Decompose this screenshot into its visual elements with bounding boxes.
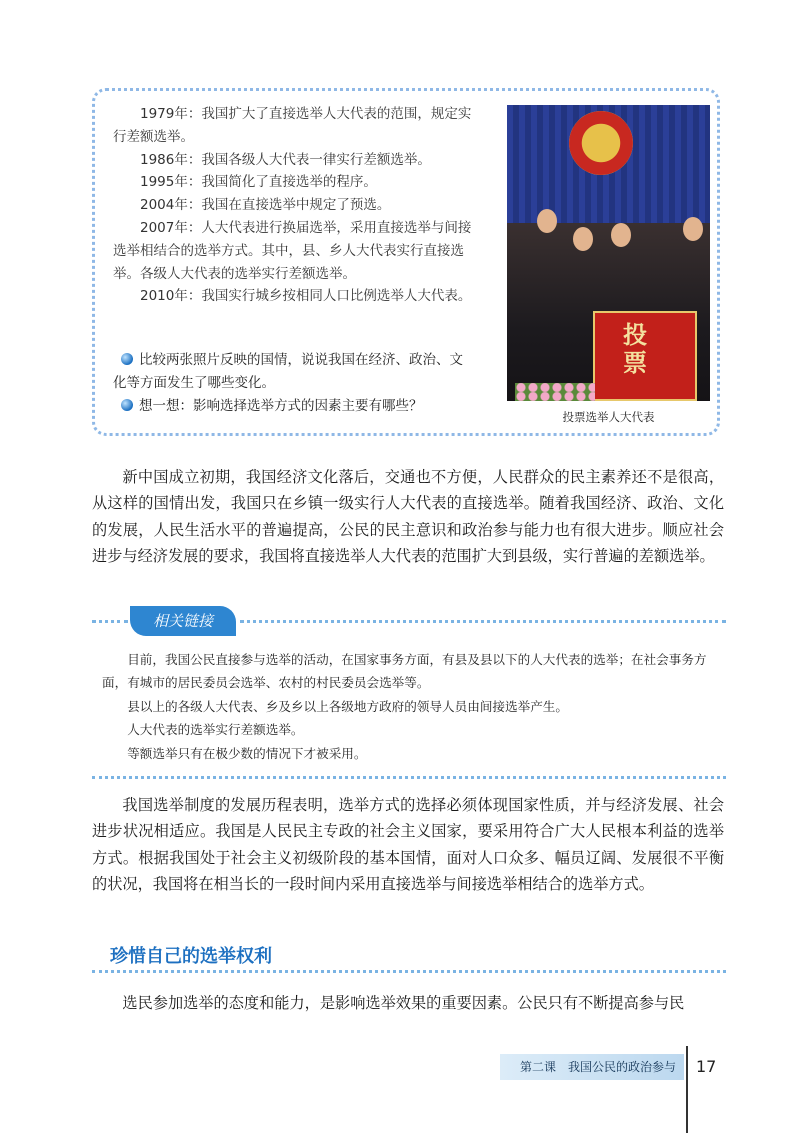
body-paragraph-3 bbox=[92, 990, 724, 1016]
related-link-text bbox=[102, 648, 730, 765]
related-link-item: 县以上的各级人大代表、乡及乡以上各级地方政府的领导人员由间接选举产生。 bbox=[127, 698, 568, 714]
timeline-entry: 2004年：我国在直接选举中规定了预选。 bbox=[140, 197, 391, 214]
timeline-entry: 1986年：我国各级人大代表一律实行差额选举。 bbox=[140, 151, 431, 168]
question-text: 想一想：影响选择选举方式的因素主要有哪些？ bbox=[139, 397, 423, 414]
ballot-box bbox=[593, 311, 697, 401]
person-face bbox=[573, 227, 593, 251]
page-number: 17 bbox=[696, 1057, 717, 1076]
timeline-questions bbox=[113, 349, 475, 417]
person-face bbox=[611, 223, 631, 247]
ballot-box-text: 投票 bbox=[623, 321, 647, 377]
section-heading: 珍惜自己的选举权利 bbox=[110, 946, 272, 967]
timeline-entry: 1979年：我国扩大了直接选举人大代表的范围，规定实行差额选举。 bbox=[113, 106, 472, 145]
voting-photo bbox=[507, 105, 710, 401]
photo-caption: 投票选举人大代表 bbox=[562, 410, 655, 424]
divider-dotted bbox=[92, 776, 726, 779]
photo-flowers bbox=[515, 383, 595, 401]
question-item bbox=[113, 395, 475, 418]
national-emblem-icon bbox=[569, 111, 633, 175]
divider-dotted bbox=[92, 970, 726, 973]
question-item bbox=[113, 349, 475, 395]
footer-chapter: 第二课 我国公民的政治参与 bbox=[500, 1054, 684, 1080]
footer-divider bbox=[686, 1046, 688, 1133]
person-face bbox=[537, 209, 557, 233]
related-link-item: 人大代表的选举实行差额选举。 bbox=[127, 722, 304, 738]
bullet-icon bbox=[121, 399, 133, 411]
paragraph-text: 新中国成立初期，我国经济文化落后，交通也不方便，人民群众的民主素养还不是很高，从这样的国情出发，我国只在乡镇一级实行人大代表的直接选举。随着我国经济、政治、文化的发展，人民生活水平的普遍提高，公民的民主意识和政治参与能力也有很大进步。顺应社会进步与经济发展的要求，我国将直接选举人大代表的范围扩大到县级，实行普遍的差额选举。 bbox=[92, 468, 724, 566]
paragraph-text: 选民参加选举的态度和能力，是影响选举效果的重要因素。公民只有不断提高参与民 bbox=[122, 994, 685, 1012]
timeline-entry: 1995年：我国简化了直接选举的程序。 bbox=[140, 174, 377, 191]
divider-dotted bbox=[92, 620, 128, 623]
timeline-text bbox=[113, 103, 475, 308]
bullet-icon bbox=[121, 353, 133, 365]
body-paragraph-2 bbox=[92, 792, 724, 898]
person-face bbox=[683, 217, 703, 241]
timeline-box bbox=[92, 88, 720, 436]
timeline-entry: 2007年：人大代表进行换届选举，采用直接选举与间接选举相结合的选举方式。其中，县、乡人大代表实行直接选举。各级人大代表的选举实行差额选举。 bbox=[113, 219, 472, 282]
paragraph-text: 我国选举制度的发展历程表明，选举方式的选择必须体现国家性质，并与经济发展、社会进步状况相适应。我国是人民民主专政的社会主义国家，要采用符合广大人民根本利益的选举方式。根据我国处于社会主义初级阶段的基本国情，面对人口众多、幅员辽阔、发展很不平衡的状况，我国将在相当长的一段时间内采用直接选举与间接选举相结合的选举方式。 bbox=[92, 796, 724, 894]
question-text: 比较两张照片反映的国情，说说我国在经济、政治、文化等方面发生了哪些变化。 bbox=[113, 352, 463, 391]
timeline-entry: 2010年：我国实行城乡按相同人口比例选举人大代表。 bbox=[140, 288, 472, 305]
related-link-tag: 相关链接 bbox=[130, 606, 236, 636]
related-link-item: 目前，我国公民直接参与选举的活动，在国家事务方面，有县及县以下的人大代表的选举；在社会事务方面，有城市的居民委员会选举、农村的村民委员会选举等。 bbox=[102, 652, 707, 691]
divider-dotted bbox=[240, 620, 726, 623]
body-paragraph-1 bbox=[92, 464, 724, 570]
related-link-item: 等额选举只有在极少数的情况下才被采用。 bbox=[127, 745, 367, 761]
